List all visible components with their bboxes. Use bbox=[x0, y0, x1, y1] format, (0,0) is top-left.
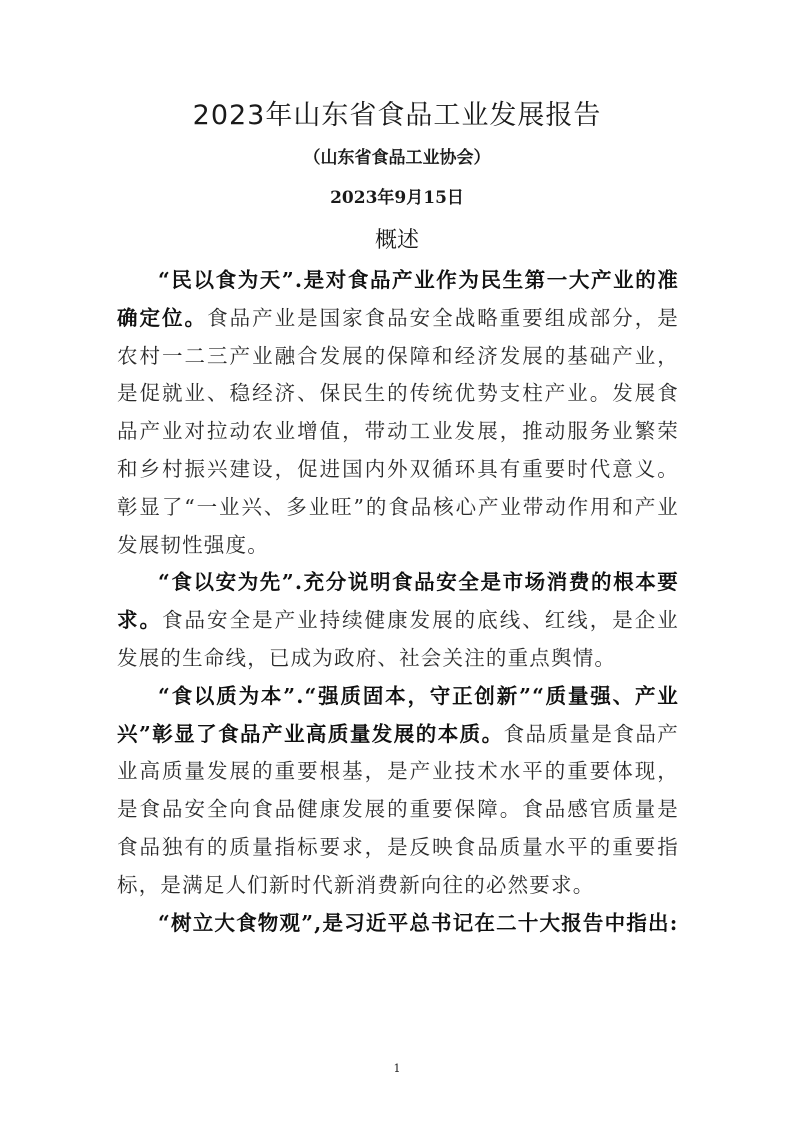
paragraph bbox=[117, 262, 679, 564]
document-subtitle: （山东省食品工业协会） bbox=[303, 148, 491, 168]
paragraph-lead: “民以食为天”.是对食品产业作为民生第一大产业的准确定位。 bbox=[117, 268, 679, 330]
page-number: 1 bbox=[393, 1062, 401, 1075]
paragraph bbox=[117, 564, 679, 677]
paragraph-lead: “树立大食物观”,是习近平总书记在二十大报告中指出: bbox=[158, 910, 679, 935]
document-date: 2023年9月15日 bbox=[330, 188, 464, 208]
paragraph-lead: “食以质为本”.“强质固本，守正创新”“质量强、产业兴”彰显了食品产业高质量发展的本质。 bbox=[117, 683, 679, 746]
paragraph bbox=[117, 678, 679, 905]
paragraph-text: 食品产业是国家食品安全战略重要组成部分，是农村一二三产业融合发展的保障和经济发展的基础产业，是促就业、稳经济、保民生的传统优势支柱产业。发展食品产业对拉动农业增值，带动工业发展，推动服务业繁荣和乡村振兴建设，促进国内外双循环具有重要时代意义。彰显了“一业兴、多业旺”的食品核心产业带动作用和产业发展韧性强度。 bbox=[117, 305, 679, 557]
document-body bbox=[117, 262, 679, 942]
paragraph-lead: “食以安为先”.充分说明食品安全是市场消费的根本要求。 bbox=[117, 570, 679, 633]
paragraph-text: 食品安全是产业持续健康发展的底线、红线，是企业发展的生命线，已成为政府、社会关注的重点舆情。 bbox=[117, 608, 679, 670]
section-heading: 概述 bbox=[374, 228, 419, 253]
paragraph-text: 食品质量是食品产业高质量发展的重要根基，是产业技术水平的重要体现，是食品安全向食品健康发展的重要保障。食品感官质量是食品独有的质量指标要求，是反映食品质量水平的重要指标，是满足人们新时代新消费新向往的必然要求。 bbox=[117, 721, 679, 897]
paragraph bbox=[117, 905, 679, 943]
document-title: 2023年山东省食品工业发展报告 bbox=[192, 100, 602, 131]
